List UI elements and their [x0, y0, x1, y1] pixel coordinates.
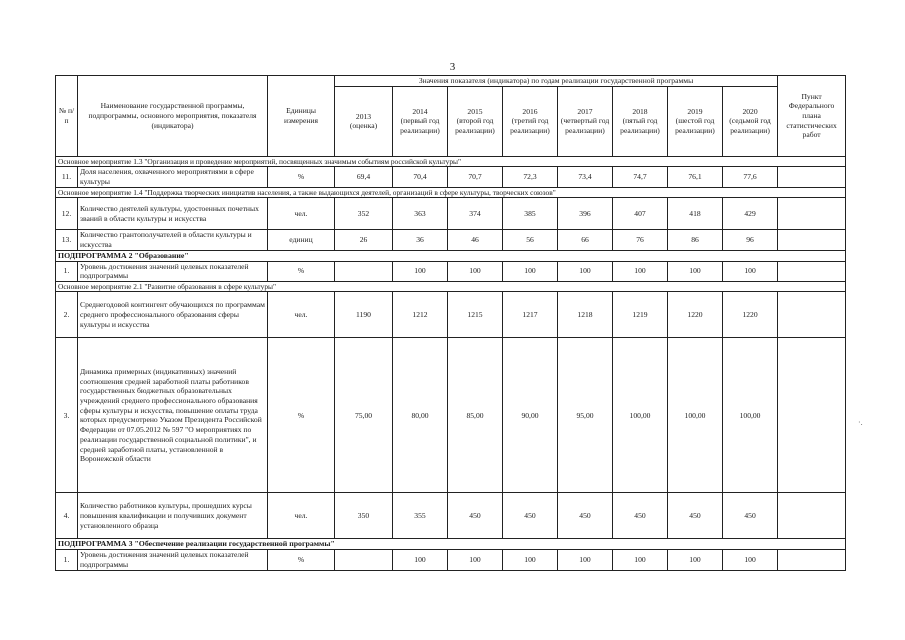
indicator-name: Количество грантополучателей в области культуры и искусства	[78, 230, 268, 250]
value-cell: 100	[393, 550, 448, 570]
value-cell: 450	[558, 493, 613, 539]
subprogram-row	[56, 539, 846, 550]
value-cell: 407	[613, 198, 668, 230]
header-year-2020	[723, 86, 778, 156]
header-num: № п/п	[56, 76, 78, 157]
value-cell: 450	[668, 493, 723, 539]
year-sublabel: (оценка)	[349, 121, 378, 131]
value-cell: 1218	[558, 292, 613, 338]
unit-cell: %	[268, 338, 335, 493]
year-sublabel: (первый год реализации)	[400, 116, 440, 136]
table-row	[56, 198, 846, 230]
subprogram-title: ПОДПРОГРАММА 2 "Образование"	[56, 250, 846, 261]
value-cell: 352	[335, 198, 393, 230]
year-label: 2016	[522, 106, 538, 116]
year-sublabel: (седьмой год реализации)	[729, 116, 771, 136]
subprogram-title: ПОДПРОГРАММА 3 "Обеспечение реализации государственной программы"	[56, 539, 846, 550]
indicators-table	[55, 75, 846, 571]
value-cell: 100	[613, 550, 668, 570]
section-title: Основное мероприятие 1.4 "Поддержка творческих инициатив населения, а также выдающихся деятелей, организаций в сфере культуры, творческих союзов"	[56, 187, 846, 197]
table-row	[56, 292, 846, 338]
value-cell: 1190	[335, 292, 393, 338]
subprogram-row	[56, 250, 846, 261]
value-cell: 1219	[613, 292, 668, 338]
value-cell: 74,7	[613, 167, 668, 187]
value-cell: 363	[393, 198, 448, 230]
value-cell: 100	[723, 261, 778, 281]
value-cell: 80,00	[393, 338, 448, 493]
table-row	[56, 230, 846, 250]
section-title: Основное мероприятие 1.3 "Организация и проведение мероприятий, посвященных значимым событиям российской культуры"	[56, 156, 846, 166]
value-cell: 100	[448, 550, 503, 570]
value-cell: 90,00	[503, 338, 558, 493]
row-number: 11.	[56, 167, 78, 187]
value-cell: 396	[558, 198, 613, 230]
table-row	[56, 550, 846, 570]
value-cell: 70,4	[393, 167, 448, 187]
value-cell: 100	[613, 261, 668, 281]
unit-cell: %	[268, 167, 335, 187]
table-row	[56, 493, 846, 539]
year-label: 2019	[687, 106, 703, 116]
value-cell: 385	[503, 198, 558, 230]
table-header	[56, 76, 846, 157]
value-cell	[335, 261, 393, 281]
row-number: 1.	[56, 550, 78, 570]
indicator-name: Уровень достижения значений целевых показателей подпрограммы	[78, 261, 268, 281]
plan-cell	[778, 167, 846, 187]
year-label: 2017	[577, 106, 593, 116]
header-year-2018	[613, 86, 668, 156]
scan-mark: ·.	[858, 418, 863, 427]
value-cell: 450	[723, 493, 778, 539]
indicator-name: Количество работников культуры, прошедших курсы повышения квалификации и получивших документ установленного образца	[78, 493, 268, 539]
value-cell: 66	[558, 230, 613, 250]
value-cell: 96	[723, 230, 778, 250]
value-cell: 1220	[723, 292, 778, 338]
value-cell: 100,00	[723, 338, 778, 493]
year-label: 2018	[632, 106, 648, 116]
header-year-2015	[448, 86, 503, 156]
plan-cell	[778, 338, 846, 493]
section-title: Основное мероприятие 2.1 "Развитие образования в сфере культуры"	[56, 281, 846, 291]
row-number: 4.	[56, 493, 78, 539]
unit-cell: %	[268, 261, 335, 281]
section-row	[56, 156, 846, 166]
value-cell: 56	[503, 230, 558, 250]
section-row	[56, 281, 846, 291]
indicator-name: Динамика примерных (индикативных) значений соотношения средней заработной платы работников государственных бюджетных образовательных учреждений среднего профессионального образования сферы культуры и искусства, повышение оплаты труда которых предусмотрено Указом Президента Российской Федерации от 07.05.2012 № 597 "О мероприятиях по реализации государственной социальной политики", и средней заработной платы, установленной в Воронежской области	[78, 338, 268, 493]
value-cell: 76	[613, 230, 668, 250]
value-cell: 73,4	[558, 167, 613, 187]
value-cell: 1212	[393, 292, 448, 338]
value-cell: 76,1	[668, 167, 723, 187]
value-cell: 100	[668, 550, 723, 570]
plan-cell	[778, 198, 846, 230]
value-cell: 95,00	[558, 338, 613, 493]
value-cell: 100	[393, 261, 448, 281]
unit-cell: чел.	[268, 198, 335, 230]
value-cell: 355	[393, 493, 448, 539]
value-cell: 100	[448, 261, 503, 281]
plan-cell	[778, 261, 846, 281]
indicator-name: Доля населения, охваченного мероприятиями в сфере культуры	[78, 167, 268, 187]
plan-cell	[778, 550, 846, 570]
table-row	[56, 261, 846, 281]
value-cell: 69,4	[335, 167, 393, 187]
value-cell: 450	[613, 493, 668, 539]
value-cell: 100	[503, 550, 558, 570]
indicator-name: Уровень достижения значений целевых показателей подпрограммы	[78, 550, 268, 570]
header-year-2017	[558, 86, 613, 156]
value-cell: 86	[668, 230, 723, 250]
plan-cell	[778, 493, 846, 539]
table-row	[56, 167, 846, 187]
value-cell: 70,7	[448, 167, 503, 187]
header-year-2019	[668, 86, 723, 156]
unit-cell: единиц	[268, 230, 335, 250]
year-sublabel: (пятый год реализации)	[620, 116, 660, 136]
value-cell: 100	[558, 550, 613, 570]
unit-cell: чел.	[268, 292, 335, 338]
header-name: Наименование государственной программы, подпрограммы, основного мероприятия, показателя (индикатора)	[78, 76, 268, 157]
year-sublabel: (четвертый год реализации)	[560, 116, 610, 136]
section-row	[56, 187, 846, 197]
header-year-2016	[503, 86, 558, 156]
value-cell: 77,6	[723, 167, 778, 187]
table-body	[56, 156, 846, 570]
header-year-2014	[393, 86, 448, 156]
unit-cell: чел.	[268, 493, 335, 539]
value-cell: 100	[558, 261, 613, 281]
row-number: 3.	[56, 338, 78, 493]
value-cell: 46	[448, 230, 503, 250]
unit-cell: %	[268, 550, 335, 570]
value-cell: 1217	[503, 292, 558, 338]
value-cell: 450	[503, 493, 558, 539]
value-cell: 72,3	[503, 167, 558, 187]
value-cell: 418	[668, 198, 723, 230]
plan-cell	[778, 230, 846, 250]
indicator-name: Количество деятелей культуры, удостоенных почетных званий в области культуры и искусства	[78, 198, 268, 230]
value-cell: 85,00	[448, 338, 503, 493]
year-label: 2013	[355, 111, 372, 121]
value-cell: 75,00	[335, 338, 393, 493]
header-year-2013	[335, 86, 393, 156]
value-cell: 429	[723, 198, 778, 230]
year-label: 2020	[742, 106, 758, 116]
value-cell: 100,00	[668, 338, 723, 493]
value-cell: 1220	[668, 292, 723, 338]
value-cell: 100	[723, 550, 778, 570]
row-number: 12.	[56, 198, 78, 230]
year-sublabel: (шестой год реализации)	[675, 116, 715, 136]
value-cell	[335, 550, 393, 570]
year-label: 2015	[467, 106, 483, 116]
header-unit: Единицы измерения	[268, 76, 335, 157]
indicator-name: Среднегодовой контингент обучающихся по программам среднего профессионального образования сферы культуры и искусства	[78, 292, 268, 338]
value-cell: 374	[448, 198, 503, 230]
row-number: 2.	[56, 292, 78, 338]
header-values-group: Значения показателя (индикатора) по годам реализации государственной программы	[335, 76, 778, 87]
value-cell: 26	[335, 230, 393, 250]
table-row	[56, 338, 846, 493]
value-cell: 100,00	[613, 338, 668, 493]
value-cell: 450	[448, 493, 503, 539]
year-label: 2014	[412, 106, 428, 116]
row-number: 1.	[56, 261, 78, 281]
header-plan: Пункт Федерального плана статистических работ	[778, 76, 846, 157]
page-number: 3	[449, 61, 456, 73]
year-sublabel: (второй год реализации)	[455, 116, 495, 136]
value-cell: 36	[393, 230, 448, 250]
value-cell: 100	[503, 261, 558, 281]
value-cell: 100	[668, 261, 723, 281]
plan-cell	[778, 292, 846, 338]
value-cell: 1215	[448, 292, 503, 338]
row-number: 13.	[56, 230, 78, 250]
value-cell: 350	[335, 493, 393, 539]
year-sublabel: (третий год реализации)	[510, 116, 550, 136]
